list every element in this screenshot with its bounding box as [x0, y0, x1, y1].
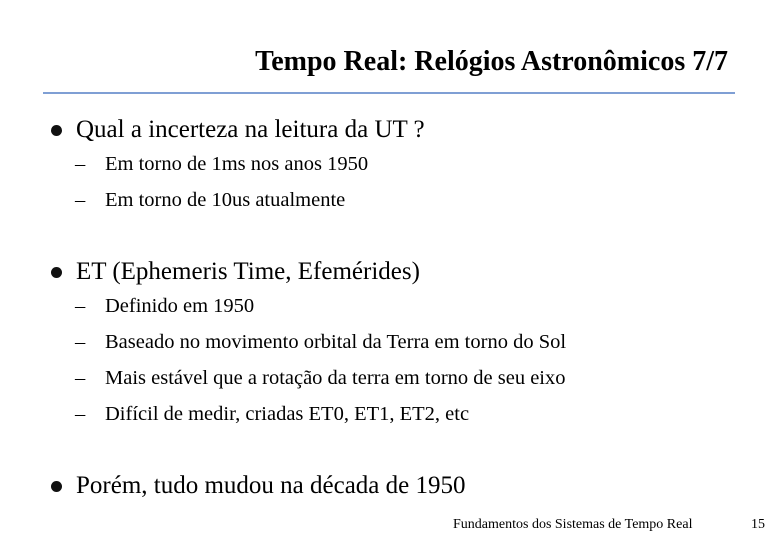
sub-bullet-text: Em torno de 1ms nos anos 1950 [105, 153, 369, 175]
sub-bullet-item [75, 324, 566, 360]
dash-icon: – [75, 153, 86, 175]
sub-bullet-list [75, 288, 566, 432]
sub-bullet-list [75, 146, 368, 218]
sub-bullet-text: Definido em 1950 [105, 295, 255, 317]
slide-title: Tempo Real: Relógios Astronômicos 7/7 [255, 46, 728, 77]
bullet-dot-icon [51, 125, 62, 136]
dash-icon: – [75, 189, 86, 211]
title-divider [43, 92, 735, 94]
bullet-dot-icon [51, 267, 62, 278]
sub-bullet-item [75, 146, 368, 182]
bullet-text: ET (Ephemeris Time, Efemérides) [76, 258, 420, 285]
sub-bullet-text: Mais estável que a rotação da terra em torno de seu eixo [105, 367, 566, 389]
sub-bullet-item [75, 182, 368, 218]
dash-icon: – [75, 331, 86, 353]
dash-icon: – [75, 403, 86, 425]
dash-icon: – [75, 295, 86, 317]
sub-bullet-item [75, 288, 566, 324]
dash-icon: – [75, 367, 86, 389]
bullet-dot-icon [51, 481, 62, 492]
bullet-text: Porém, tudo mudou na década de 1950 [76, 472, 466, 499]
sub-bullet-text: Baseado no movimento orbital da Terra em torno do Sol [105, 331, 567, 353]
sub-bullet-text: Difícil de medir, criadas ET0, ET1, ET2, etc [105, 403, 470, 425]
bullet-text: Qual a incerteza na leitura da UT ? [76, 116, 425, 143]
sub-bullet-text: Em torno de 10us atualmente [105, 189, 346, 211]
sub-bullet-item [75, 396, 566, 432]
sub-bullet-item [75, 360, 566, 396]
footer-text: Fundamentos dos Sistemas de Tempo Real [453, 517, 693, 532]
page-number: 15 [751, 517, 765, 532]
